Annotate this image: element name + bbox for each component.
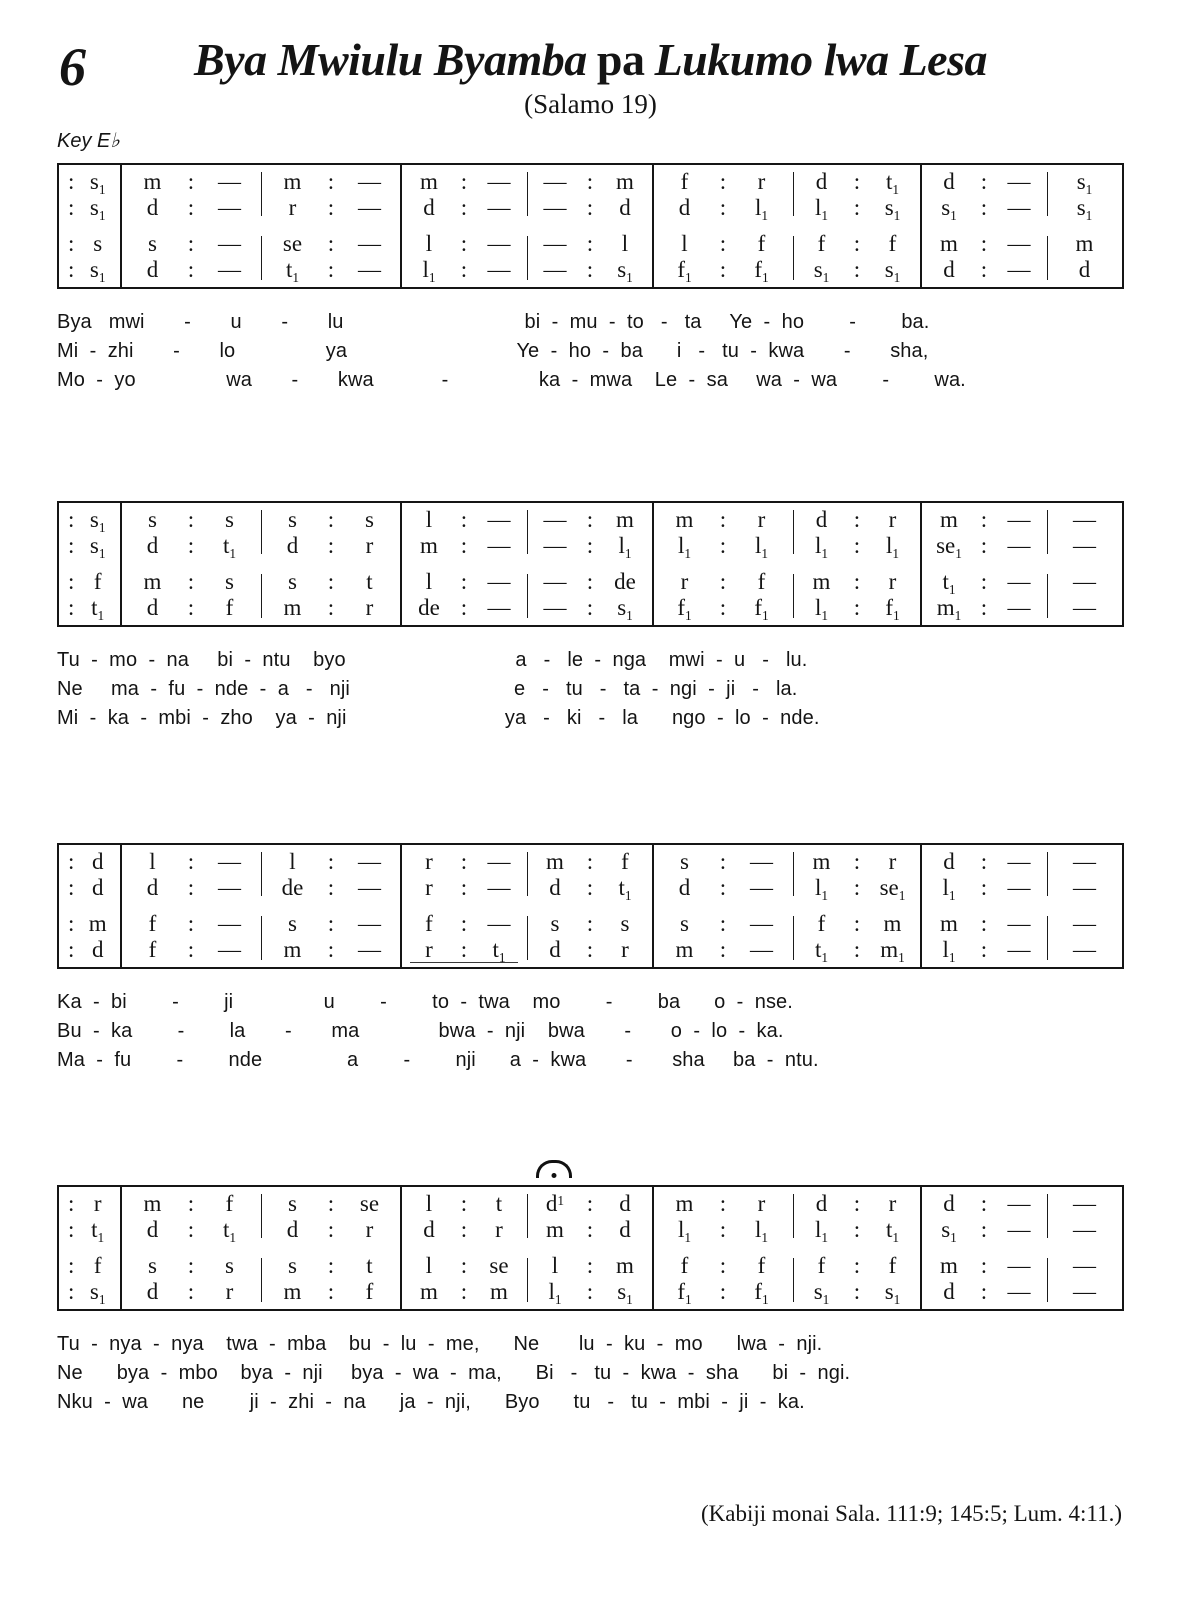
solfa-cell: l : —: [149, 849, 241, 875]
solfa-cell: r : f: [680, 569, 766, 595]
solfa-cell: $t_1$ : —: [942, 569, 1031, 597]
solfa-cell: d : f: [146, 595, 234, 621]
solfa-cell: : f: [68, 1253, 102, 1279]
solfa-cell: l : t: [425, 1191, 503, 1217]
subtitle: (Salamo 19): [524, 88, 657, 119]
half-barline: [793, 574, 794, 618]
page-title: [57, 34, 1124, 87]
solfa-cell: $l_1$ : $se_1$: [814, 875, 906, 903]
lyric-line: Ka - bi - ji u - to - twa mo - ba o - nse.: [57, 990, 793, 1013]
lyric-line: Mi - ka - mbi - zho ya - nji ya - ki - la ngo - lo - nde.: [57, 706, 820, 729]
barline: [400, 845, 402, 967]
solfa-cell: de : —: [281, 875, 381, 901]
half-barline: [793, 236, 794, 280]
solfa-cell: —: [1073, 875, 1096, 901]
solfa-system: [57, 501, 1124, 627]
solfa-cell: m : —: [940, 911, 1031, 937]
solfa-cell: $s_1$ : —: [941, 1217, 1031, 1245]
half-barline: [527, 172, 528, 216]
solfa-cell: m : —: [940, 1253, 1031, 1279]
solfa-cell: $f_1$ : $f_1$: [677, 257, 769, 285]
solfa-row: [59, 195, 1122, 221]
solfa-cell: s : s: [148, 507, 234, 533]
solfa-cell: $l_1$ : —: [942, 875, 1031, 903]
key-signature: Key E♭: [57, 129, 120, 152]
solfa-system: [57, 163, 1124, 289]
solfa-cell: : $s_1$: [68, 507, 106, 535]
title-part-italic: Bya Mwiulu Byamba: [193, 34, 587, 85]
solfa-cell: d : $t_1$: [146, 1217, 237, 1245]
solfa-cell: d : r: [286, 533, 374, 559]
solfa-cell: d : r: [549, 937, 629, 963]
solfa-cell: — : $s_1$: [543, 257, 633, 285]
solfa-row: [59, 1217, 1122, 1243]
solfa-cell: : d: [68, 849, 104, 875]
half-barline: [1047, 1194, 1048, 1238]
solfa-cell: d : $t_1$: [146, 533, 237, 561]
solfa-cell: : $s_1$: [68, 533, 106, 561]
solfa-cell: $s_1$: [1076, 195, 1093, 223]
solfa-cell: d : —: [943, 257, 1031, 283]
solfa-row: [59, 569, 1122, 595]
solfa-cell: $l_1$ : $s_1$: [814, 195, 901, 223]
solfa-cell: m : —: [675, 937, 773, 963]
half-barline: [261, 510, 262, 554]
solfa-cell: : s: [68, 231, 103, 257]
solfa-cell: — : de: [543, 569, 636, 595]
solfa-cell: f : —: [148, 911, 241, 937]
solfa-cell: — : m: [543, 507, 634, 533]
solfa-cell: : $s_1$: [68, 195, 106, 223]
solfa-cell: $l_1$ : $t_1$: [814, 1217, 900, 1245]
solfa-row: [59, 849, 1122, 875]
title-part-roman: pa: [596, 34, 645, 85]
solfa-cell: s : t: [288, 569, 373, 595]
solfa-cell: : f: [68, 569, 102, 595]
barline: [652, 845, 654, 967]
half-barline: [793, 916, 794, 960]
solfa-system: [57, 1185, 1124, 1311]
lyric-line: Ma - fu - nde a - nji a - kwa - sha ba - ntu.: [57, 1048, 819, 1071]
solfa-cell: : d: [68, 937, 104, 963]
solfa-cell: s : se: [288, 1191, 380, 1217]
solfa-cell: m : f: [546, 849, 629, 875]
solfa-cell: m : r: [675, 507, 766, 533]
half-barline: [1047, 236, 1048, 280]
half-barline: [793, 510, 794, 554]
solfa-row: [59, 507, 1122, 533]
solfa-cell: —: [1073, 569, 1096, 595]
solfa-cell: $s_1$: [1076, 169, 1093, 197]
half-barline: [261, 852, 262, 896]
lyric-line: Bu - ka - la - ma bwa - nji bwa - o - lo - ka.: [57, 1019, 784, 1042]
solfa-cell: $s_1$ : $s_1$: [813, 257, 901, 285]
solfa-cell: —: [1073, 911, 1096, 937]
barline: [920, 845, 922, 967]
solfa-cell: —: [1073, 533, 1096, 559]
half-barline: [793, 1258, 794, 1302]
solfa-cell: —: [1073, 1253, 1096, 1279]
solfa-cell: f : f: [817, 231, 897, 257]
solfa-cell: m : —: [940, 231, 1031, 257]
solfa-cell: se : —: [282, 231, 381, 257]
half-barline: [793, 172, 794, 216]
half-barline: [1047, 574, 1048, 618]
lyric-line: Nku - wa ne ji - zhi - na ja - nji, Byo tu - tu - mbi - ji - ka.: [57, 1390, 805, 1413]
barline: [920, 503, 922, 625]
solfa-cell: l : —: [425, 569, 511, 595]
solfa-cell: m : d: [546, 1217, 631, 1243]
solfa-cell: — : m: [543, 169, 634, 195]
solfa-cell: $s_1$ : —: [941, 195, 1031, 223]
solfa-cell: m : r: [675, 1191, 766, 1217]
lyric-line: Ne bya - mbo bya - nji bya - wa - ma, Bi - tu - kwa - sha bi - ngi.: [57, 1361, 851, 1384]
half-barline: [261, 916, 262, 960]
solfa-cell: r : —: [425, 849, 511, 875]
hymn-number: 6: [59, 37, 86, 97]
solfa-cell: $l_1$ : $l_1$: [677, 1217, 769, 1245]
solfa-cell: m : s: [143, 569, 234, 595]
solfa-cell: —: [1073, 595, 1096, 621]
solfa-cell: $l_1$ : $l_1$: [814, 533, 900, 561]
solfa-cell: d : r: [815, 1191, 897, 1217]
solfa-row: [59, 231, 1122, 257]
solfa-cell: — : $l_1$: [543, 533, 632, 561]
solfa-row: [59, 1191, 1122, 1217]
solfa-cell: : $t_1$: [68, 1217, 105, 1245]
solfa-cell: d : r: [146, 1279, 234, 1305]
half-barline: [793, 1194, 794, 1238]
solfa-cell: — : l: [543, 231, 629, 257]
solfa-cell: — : d: [543, 195, 631, 221]
footer-reference: (Kabiji monai Sala. 111:9; 145:5; Lum. 4:11.): [701, 1500, 1122, 1526]
lyric-line: Tu - nya - nya twa - mba bu - lu - me, Ne lu - ku - mo lwa - nji.: [57, 1332, 823, 1355]
solfa-cell: m : f: [283, 1279, 374, 1305]
solfa-system: [57, 843, 1124, 969]
lyrics-block: [57, 308, 1124, 395]
solfa-row: [59, 911, 1122, 937]
page-header: [57, 0, 1124, 153]
solfa-cell: f : f: [817, 1253, 897, 1279]
solfa-cell: $l_1$ : —: [942, 937, 1031, 965]
solfa-cell: : $t_1$: [68, 595, 105, 623]
solfa-cell: m : f: [143, 1191, 234, 1217]
solfa-cell: l : —: [425, 231, 511, 257]
solfa-cell: : d: [68, 875, 104, 901]
lyric-line: Tu - mo - na bi - ntu byo a - le - nga mwi - u - lu.: [57, 648, 808, 671]
solfa-cell: s : t: [288, 1253, 373, 1279]
barline: [120, 1187, 122, 1309]
barline: [400, 1187, 402, 1309]
lyric-line: Ne ma - fu - nde - a - nji e - tu - ta - ngi - ji - la.: [57, 677, 798, 700]
lyrics-block: [57, 988, 1124, 1075]
barline: [652, 165, 654, 287]
barline: [652, 503, 654, 625]
solfa-cell: $l_1$ : $f_1$: [814, 595, 900, 623]
half-barline: [1047, 172, 1048, 216]
solfa-cell: d : —: [678, 875, 773, 901]
solfa-cell: $m_1$ : —: [936, 595, 1031, 623]
solfa-cell: d : r: [286, 1217, 374, 1243]
solfa-cell: m : —: [283, 169, 381, 195]
half-barline: [793, 852, 794, 896]
half-barline: [261, 1194, 262, 1238]
solfa-cell: f : m: [817, 911, 902, 937]
half-barline: [527, 852, 528, 896]
solfa-cell: s : s: [288, 507, 374, 533]
solfa-cell: d : $t_1$: [815, 169, 900, 197]
lyric-line: Mo - yo wa - kwa - ka - mwa Le - sa wa - wa - wa.: [57, 368, 966, 391]
solfa-cell: —: [1073, 1279, 1096, 1305]
solfa-cell: d : —: [943, 849, 1031, 875]
solfa-cell: m : —: [420, 533, 511, 559]
half-barline: [261, 1258, 262, 1302]
solfa-cell: : m: [68, 911, 107, 937]
solfa-cell: s : —: [680, 911, 773, 937]
solfa-cell: r : $t_1$: [401, 937, 527, 963]
solfa-row: [59, 533, 1122, 559]
solfa-cell: d : —: [943, 1191, 1031, 1217]
solfa-cell: : r: [68, 1191, 102, 1217]
solfa-cell: l : f: [681, 231, 766, 257]
half-barline: [527, 236, 528, 280]
barline: [400, 503, 402, 625]
solfa-cell: —: [1073, 507, 1096, 533]
lyrics-block: [57, 646, 1124, 733]
solfa-cell: m : —: [940, 507, 1031, 533]
half-barline: [527, 916, 528, 960]
half-barline: [527, 1194, 528, 1238]
solfa-cell: d : $t_1$: [549, 875, 632, 903]
solfa-cell: d : r: [423, 1217, 503, 1243]
solfa-cell: f : —: [148, 937, 241, 963]
solfa-cell: $t_1$ : $m_1$: [814, 937, 905, 965]
solfa-cell: l : —: [289, 849, 381, 875]
solfa-cell: d : —: [943, 1279, 1031, 1305]
solfa-cell: r : —: [288, 195, 381, 221]
solfa-cell: d : r: [815, 507, 897, 533]
half-barline: [1047, 852, 1048, 896]
half-barline: [1047, 510, 1048, 554]
solfa-cell: $l_1$ : $l_1$: [677, 533, 769, 561]
solfa-cell: d : —: [943, 169, 1031, 195]
solfa-cell: d : —: [146, 195, 241, 221]
fermata-icon: [536, 1160, 572, 1178]
solfa-cell: $se_1$ : —: [936, 533, 1031, 561]
solfa-cell: s : —: [680, 849, 773, 875]
solfa-cell: s : s: [550, 911, 630, 937]
solfa-cell: m : —: [420, 169, 511, 195]
solfa-row: [59, 169, 1122, 195]
solfa-cell: $f_1$ : $f_1$: [677, 1279, 769, 1307]
solfa-cell: f : f: [680, 1253, 766, 1279]
solfa-cell: m : —: [283, 937, 381, 963]
solfa-cell: s : s: [148, 1253, 234, 1279]
solfa-cell: — : $s_1$: [543, 595, 633, 623]
solfa-cell: $t_1$ : —: [285, 257, 381, 285]
solfa-cell: s : —: [288, 911, 381, 937]
solfa-row: [59, 257, 1122, 283]
solfa-row: [59, 875, 1122, 901]
page-content: [57, 0, 1124, 1527]
solfa-cell: $s_1$ : $s_1$: [813, 1279, 901, 1307]
half-barline: [261, 172, 262, 216]
half-barline: [261, 236, 262, 280]
half-barline: [1047, 916, 1048, 960]
barline: [920, 165, 922, 287]
half-barline: [1047, 1258, 1048, 1302]
title-part-italic: Lukumo lwa Lesa: [654, 34, 988, 85]
solfa-cell: m : r: [283, 595, 374, 621]
solfa-cell: s : —: [148, 231, 241, 257]
solfa-cell: m : —: [143, 169, 241, 195]
solfa-cell: d : —: [146, 875, 241, 901]
barline: [120, 845, 122, 967]
solfa-cell: f : r: [680, 169, 766, 195]
solfa-cell: d : —: [423, 195, 511, 221]
solfa-cell: m : m: [420, 1279, 508, 1305]
solfa-cell: $l_1$ : —: [422, 257, 511, 285]
solfa-cell: —: [1073, 937, 1096, 963]
barline: [120, 503, 122, 625]
solfa-cell: $d^1$ : d: [545, 1191, 631, 1217]
barline: [652, 1187, 654, 1309]
solfa-cell: $l_1$ : $s_1$: [548, 1279, 633, 1307]
half-barline: [527, 510, 528, 554]
solfa-cell: : $s_1$: [68, 169, 106, 197]
solfa-cell: d : —: [146, 257, 241, 283]
barline: [120, 165, 122, 287]
solfa-cell: d: [1078, 257, 1091, 283]
solfa-row: [59, 595, 1122, 621]
solfa-cell: —: [1073, 1217, 1096, 1243]
solfa-cell: l : —: [425, 507, 511, 533]
solfa-cell: m : r: [812, 849, 897, 875]
half-barline: [527, 574, 528, 618]
solfa-cell: l : m: [551, 1253, 634, 1279]
lyrics-block: [57, 1330, 1124, 1417]
half-barline: [527, 1258, 528, 1302]
solfa-cell: l : se: [425, 1253, 509, 1279]
solfa-cell: : $s_1$: [68, 257, 106, 285]
lyric-line: Mi - zhi - lo ya Ye - ho - ba i - tu - kwa - sha,: [57, 339, 929, 362]
solfa-row: [59, 937, 1122, 963]
solfa-cell: m : r: [812, 569, 897, 595]
lyric-line: Bya mwi - u - lu bi - mu - to - ta Ye - ho - ba.: [57, 310, 930, 333]
solfa-cell: f : —: [425, 911, 511, 937]
solfa-row: [59, 1279, 1122, 1305]
solfa-cell: $f_1$ : $f_1$: [677, 595, 769, 623]
solfa-cell: m: [1075, 231, 1094, 257]
barline: [920, 1187, 922, 1309]
barline: [400, 165, 402, 287]
solfa-cell: de : —: [418, 595, 511, 621]
solfa-row: [59, 1253, 1122, 1279]
solfa-cell: d : $l_1$: [678, 195, 769, 223]
half-barline: [261, 574, 262, 618]
solfa-cell: r : —: [425, 875, 511, 901]
solfa-cell: —: [1073, 1191, 1096, 1217]
solfa-cell: —: [1073, 849, 1096, 875]
solfa-cell: : $s_1$: [68, 1279, 106, 1307]
